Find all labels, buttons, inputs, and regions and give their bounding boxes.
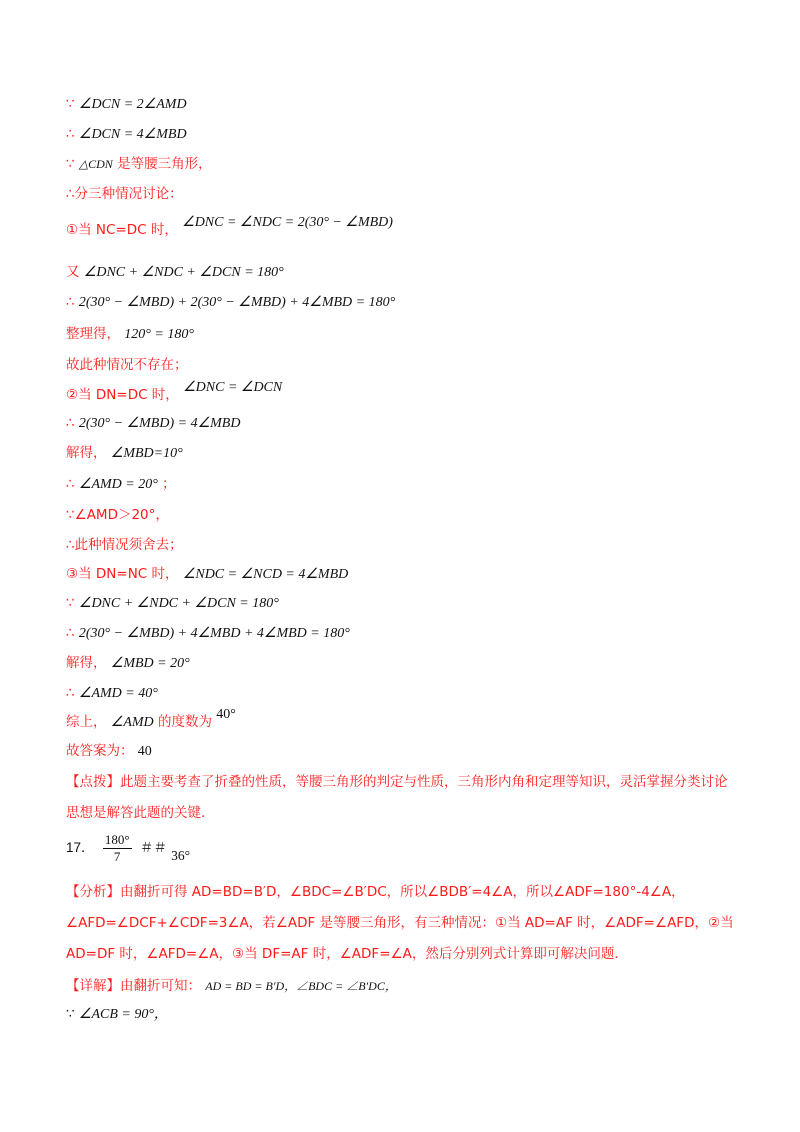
question-number: 17．	[66, 840, 95, 855]
math-expression: ∠DCN = 4∠MBD	[78, 127, 187, 142]
math-expression: 2(30° − ∠MBD) + 4∠MBD + 4∠MBD = 180°	[78, 626, 350, 641]
math-expression: ∠DNC + ∠NDC + ∠DCN = 180°	[78, 596, 279, 611]
step-line	[66, 291, 740, 314]
because-symbol: ∵	[66, 156, 75, 172]
step-lead: 整理得，	[66, 326, 120, 342]
detail-line	[66, 975, 740, 997]
step-text: 是等腰三角形，	[117, 156, 212, 172]
step-text: 故此种情况不存在；	[66, 357, 188, 373]
therefore-symbol: ∴	[66, 476, 75, 492]
therefore-symbol: ∴	[66, 126, 75, 142]
step-line	[66, 153, 740, 175]
comment-paragraph: 【点拨】此题主要考查了折叠的性质，等腰三角形的判定与性质，三角形内角和定理等知识，灵活掌握分类讨论思想是解答此题的关键．	[66, 774, 728, 821]
therefore-symbol: ∴	[66, 625, 75, 641]
answer-value: 36°	[171, 848, 191, 863]
punctuation: ；	[162, 476, 176, 492]
step-line	[66, 412, 740, 435]
step-text: ∴分三种情况讨论：	[66, 186, 183, 202]
therefore-symbol: ∴	[66, 415, 75, 431]
math-expression: 40°	[216, 707, 236, 722]
math-expression: 2(30° − ∠MBD) + 2(30° − ∠MBD) + 4∠MBD = 180°	[78, 295, 396, 310]
math-expression: ∠AMD	[110, 715, 154, 730]
step-line	[66, 380, 740, 407]
math-expression: △CDN	[78, 157, 113, 171]
case-label: ②当 DN=DC 时，	[66, 387, 179, 403]
math-expression: 2(30° − ∠MBD) = 4∠MBD	[78, 416, 241, 431]
therefore-symbol: ∴	[66, 685, 75, 701]
step-line	[66, 707, 740, 734]
step-line	[66, 592, 740, 615]
math-expression: ∠MBD=10°	[110, 446, 183, 461]
math-expression: ∠ACB = 90°，	[78, 1007, 168, 1022]
step-lead: 又	[66, 264, 80, 280]
because-symbol: ∵	[66, 1006, 75, 1022]
step-lead: 综上，	[66, 714, 107, 730]
math-expression: ∠DCN = 2∠AMD	[78, 97, 187, 112]
step-lead: 解得，	[66, 445, 107, 461]
step-lead: 解得，	[66, 655, 107, 671]
fraction	[103, 832, 132, 865]
step-line	[66, 563, 740, 586]
step-line	[66, 1003, 740, 1026]
step-line	[66, 261, 740, 284]
detail-label: 【详解】由翻折可知：	[66, 978, 201, 994]
math-expression: ∠AMD = 20°	[78, 477, 158, 492]
step-line	[66, 93, 740, 116]
math-expression: ∠AMD = 40°	[78, 686, 158, 701]
math-expression: ∠DNC = ∠NDC = 2(30° − ∠MBD)	[182, 215, 393, 230]
answer-line	[66, 740, 740, 763]
math-expression: AD = BD = B′D，∠BDC = ∠B′DC，	[205, 979, 397, 993]
step-text: ∴此种情况须舍去；	[66, 537, 183, 553]
case-label: ①当 NC=DC 时，	[66, 222, 178, 238]
step-text: ∵∠AMD＞20°，	[66, 507, 169, 523]
answer-value: 40	[137, 744, 152, 759]
step-text: 的度数为	[157, 714, 212, 730]
math-expression: ∠DNC + ∠NDC + ∠DCN = 180°	[83, 265, 284, 280]
step-line	[66, 622, 740, 645]
math-expression: ∠MBD = 20°	[110, 656, 190, 671]
fraction-denominator: 7	[113, 849, 121, 864]
math-expression: 120° = 180°	[124, 327, 194, 342]
step-line	[66, 123, 740, 146]
because-symbol: ∵	[66, 595, 75, 611]
because-symbol: ∵	[66, 96, 75, 112]
answer-label: 故答案为：	[66, 743, 134, 759]
step-line	[66, 682, 740, 705]
math-expression: ∠NDC = ∠NCD = 4∠MBD	[182, 567, 349, 582]
therefore-symbol: ∴	[66, 294, 75, 310]
step-line	[66, 215, 740, 242]
case-label: ③当 DN=NC 时，	[66, 566, 179, 582]
question-17-answer	[66, 832, 740, 865]
step-line	[66, 652, 740, 675]
step-line	[66, 442, 740, 465]
fraction-numerator: 180°	[104, 832, 130, 847]
analysis-paragraph: 【分析】由翻折可得 AD=BD=B′D，∠BDC=∠B′DC，所以∠BDB′=4∠A，所以∠ADF=180°-4∠A，∠AFD=∠DCF+∠CDF=3∠A，若∠ADF 是等腰三角形，有三种情况：①当 AD=AF 时，∠ADF=∠AFD，②当 AD=DF 时，∠AFD=∠A，③当 DF=AF 时，∠ADF=∠A，然后分别列式计算即可解决问题．	[66, 884, 734, 962]
math-expression: ∠DNC = ∠DCN	[183, 380, 283, 395]
answer-separator: ＃＃	[139, 840, 167, 855]
step-line	[66, 473, 740, 496]
step-line	[66, 323, 740, 346]
